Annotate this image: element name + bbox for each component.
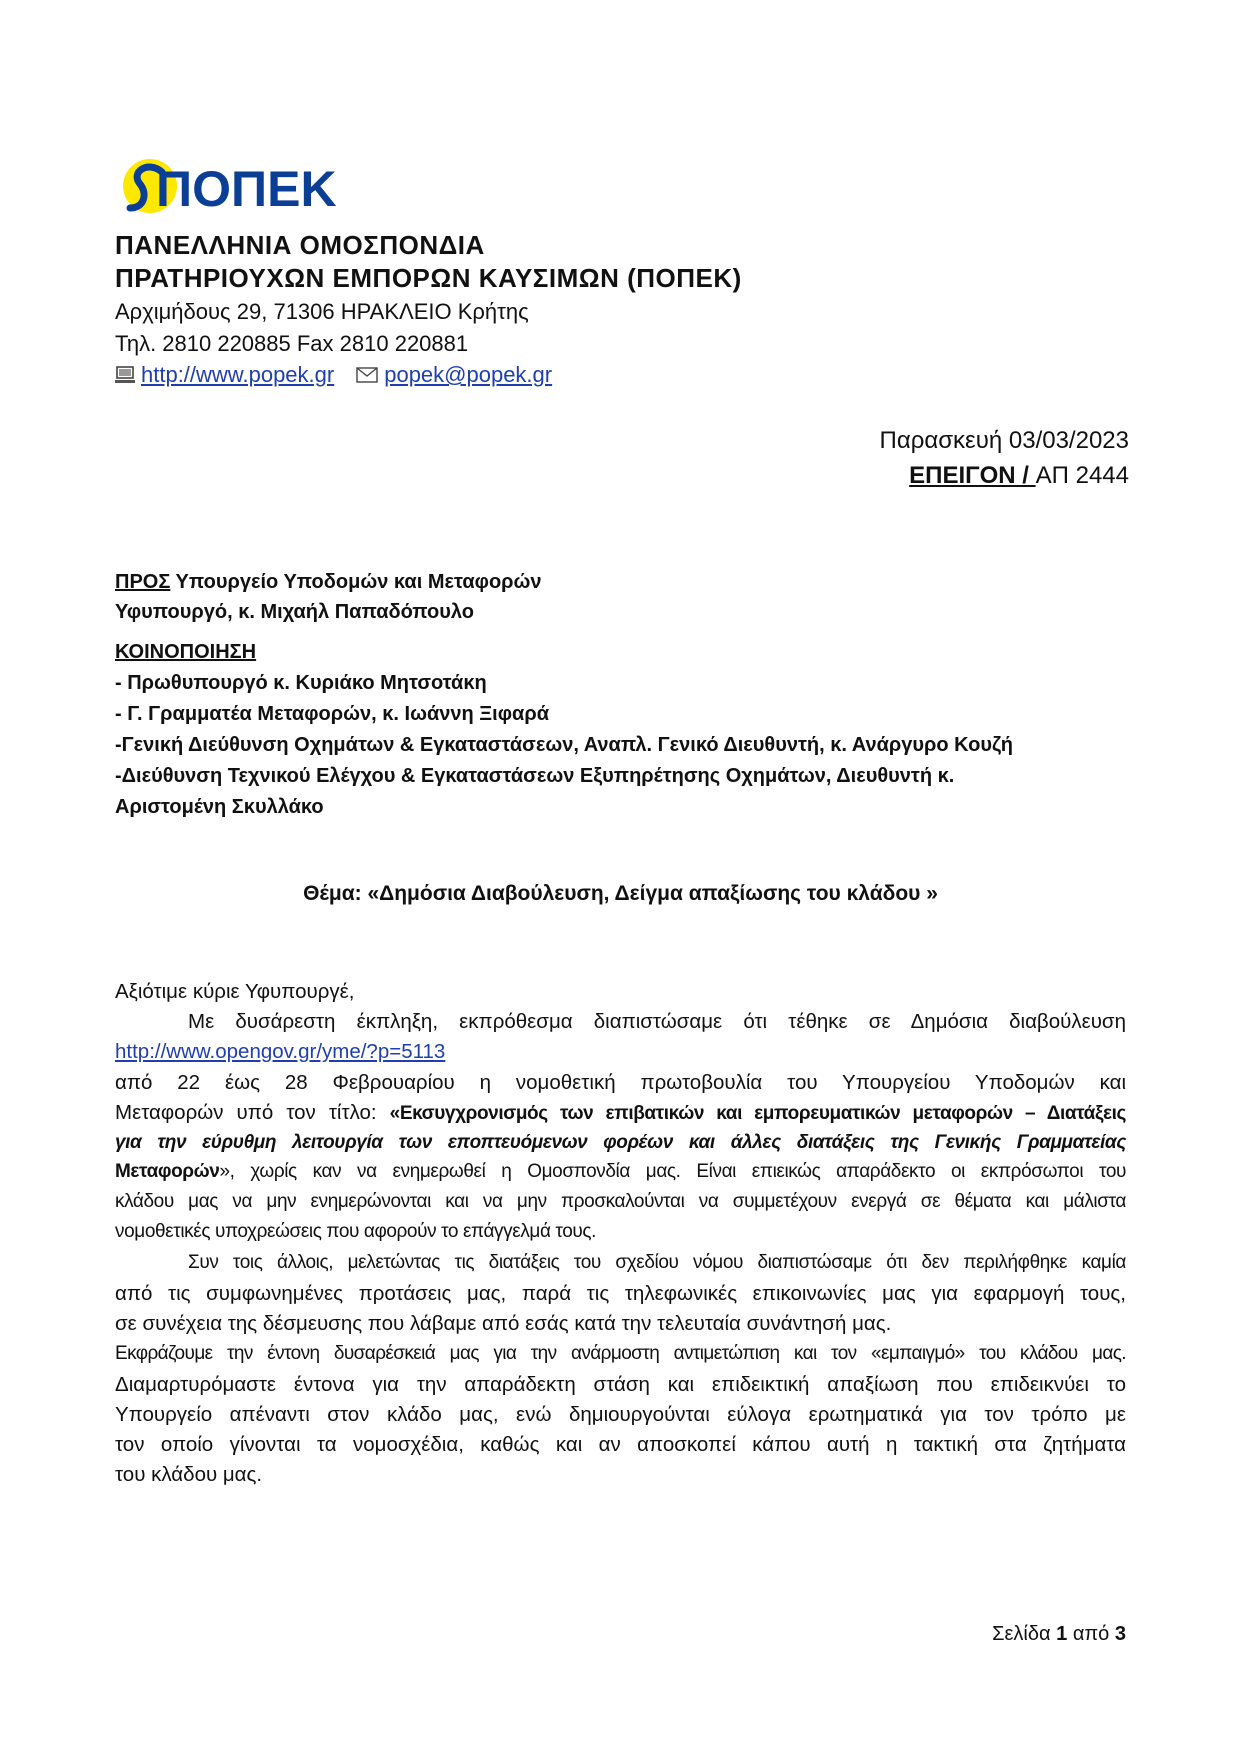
cc-item: - Πρωθυπουργό κ. Κυριάκο Μητσοτάκη — [115, 672, 487, 694]
document-date: Παρασκευή 03/03/2023 — [879, 427, 1129, 454]
paragraph-line: του κλάδου μας. — [115, 1463, 263, 1486]
computer-icon — [115, 366, 135, 384]
protocol-number: ΑΠ 2444 — [1035, 462, 1129, 489]
paragraph-line: τον οποίο γίνονται τα νομοσχέδια, καθώς και αν αποσκοπεί κάπου αυτή η τακτική στα ζητήματα — [115, 1433, 1126, 1456]
address: Αρχιμήδους 29, 71306 ΗΡΑΚΛΕΙΟ Κρήτης — [115, 299, 529, 324]
paragraph-line: Συν τοις άλλοις, μελετώντας τις διατάξεις του σχεδίου νόμου διαπιστώσαμε ότι δεν περιλήφθηκε καμία — [188, 1252, 1126, 1273]
paragraph-line — [115, 1098, 1126, 1129]
paragraph-line: Εκφράζουμε την έντονη δυσαρέσκειά μας για την ανάρμοστη αντιμετώπιση και τον «εμπαιγμό» του κλάδου μας. — [115, 1343, 1126, 1364]
paragraph-line: Υπουργείο απέναντι στον κλάδο μας, ενώ δημιουργούνται εύλογα ερωτηματικά για τον τρόπο με — [115, 1403, 1126, 1426]
org-name-line2: ΠΡΑΤΗΡΙΟΥΧΩΝ ΕΜΠΟΡΩΝ ΚΑΥΣΙΜΩΝ (ΠΟΠΕΚ) — [115, 263, 742, 293]
popek-logo — [118, 150, 358, 220]
page-number — [992, 1623, 1126, 1646]
paragraph-line — [115, 1037, 1126, 1067]
website-link[interactable]: http://www.popek.gr — [141, 362, 335, 387]
paragraph-line: νομοθετικές υποχρεώσεις που αφορούν το επάγγελμά τους. — [115, 1221, 597, 1242]
envelope-icon — [356, 367, 378, 383]
paragraph-line: σε συνέχεια της δέσμευσης που λάβαμε από εσάς κατά την τελευταία συνάντησή μας. — [115, 1312, 892, 1335]
page-label: Σελίδα — [992, 1623, 1057, 1645]
urgent-label: ΕΠΕΙΓΟΝ / — [909, 462, 1036, 489]
cc-item: -Διεύθυνση Τεχνικού Ελέγχου & Εγκαταστάσεων Εξυπηρέτησης Οχημάτων, Διευθυντή κ. — [115, 765, 955, 787]
salutation: Αξιότιμε κύριε Υφυπουργέ, — [115, 980, 355, 1003]
cc-label: ΚΟΙΝΟΠΟΙΗΣΗ — [115, 641, 257, 663]
bill-title: «Εκσυγχρονισμός των επιβατικών και εμπορευματικών μεταφορών – Διατάξεις — [389, 1103, 1126, 1124]
cc-item: -Γενική Διεύθυνση Οχημάτων & Εγκαταστάσεων, Αναπλ. Γενικό Διευθυντή, κ. Ανάργυρο Κουζή — [115, 734, 1013, 756]
phone-fax: Τηλ. 2810 220885 Fax 2810 220881 — [115, 331, 469, 356]
email-link[interactable]: popek@popek.gr — [384, 362, 553, 387]
opengov-link[interactable]: http://www.opengov.gr/yme/?p=5113 — [115, 1040, 446, 1063]
recipient-line1 — [115, 571, 542, 594]
paragraph-line: Διαμαρτυρόμαστε έντονα για την απαράδεκτη στάση και επιδεικτική απαξίωση που επιδεικνύει το — [115, 1373, 1126, 1396]
paragraph-line: από τις συμφωνημένες προτάσεις μας, παρά τις τηλεφωνικές επικοινωνίες μας για εφαρμογή τους, — [115, 1282, 1126, 1305]
paragraph-line: Με δυσάρεστη έκπληξη, εκπρόθεσμα διαπιστώσαμε ότι τέθηκε σε Δημόσια διαβούλευση — [188, 1010, 1126, 1033]
paragraph-line — [115, 1157, 1126, 1187]
title-intro: Μεταφορών υπό τον τίτλο: — [115, 1101, 390, 1124]
cc-item: Αριστομένη Σκυλλάκο — [115, 796, 324, 818]
reference-number — [909, 462, 1129, 490]
subject-line: Θέμα: «Δημόσια Διαβούλευση, Δείγμα απαξίωσης του κλάδου » — [303, 882, 938, 905]
page-current: 1 — [1056, 1623, 1068, 1645]
to-label: ΠΡΟΣ — [115, 571, 171, 593]
org-name-line1: ΠΑΝΕΛΛΗΝΙΑ ΟΜΟΣΠΟΝΔΙΑ — [115, 230, 485, 260]
page-total: 3 — [1114, 1623, 1126, 1645]
paragraph-line: κλάδου μας να μην ενημερώνονται και να μην προσκαλούνται να συμμετέχουν ενεργά σε θέματα και μάλιστα — [115, 1191, 1126, 1212]
contact-links — [115, 362, 552, 388]
paragraph-text: », χωρίς καν να ενημερωθεί η Ομοσπονδία μας. Είναι επιεικώς απαράδεκτο οι εκπρόσωποι του — [219, 1161, 1126, 1182]
page-of: από — [1067, 1623, 1115, 1645]
logo-text: ΠΟΠΕΚ — [156, 161, 337, 217]
bill-title-continued: για την εύρυθμη λειτουργία των εποπτευόμενων φορέων και άλλες διατάξεις της Γενικής Γραμματείας — [115, 1132, 1126, 1153]
to-ministry: Υπουργείο Υποδομών και Μεταφορών — [170, 571, 542, 593]
paragraph-line: από 22 έως 28 Φεβρουαρίου η νομοθετική πρωτοβουλία του Υπουργείου Υποδομών και — [115, 1071, 1126, 1094]
recipient-line2: Υφυπουργό, κ. Μιχαήλ Παπαδόπουλο — [115, 601, 474, 623]
cc-item: - Γ. Γραμματέα Μεταφορών, κ. Ιωάννη Ξιφαρά — [115, 703, 549, 725]
bill-title-end: Μεταφορών — [115, 1161, 220, 1182]
